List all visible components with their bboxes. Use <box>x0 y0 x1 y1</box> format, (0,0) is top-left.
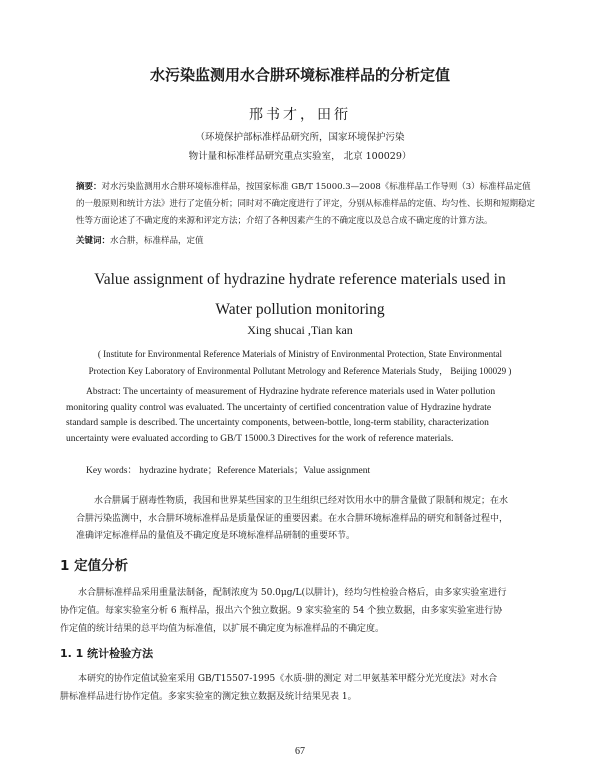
chinese-abstract-line: 对水污染监测用水合肼环境标准样品，按国家标准 GB/T 15000.3—2008《标准样品工作导则（3）标准样品定值 <box>101 182 531 192</box>
chinese-keywords <box>76 234 562 246</box>
section-1-1-line: 本研究的协作定值试验室采用 GB/T15507-1995《水质-肼的测定 对二甲氨基苯甲醛分光光度法》对水合 <box>78 674 498 684</box>
english-abstract-line: uncertainty were evaluated according to GB/T 15000.3 Directives for the work of reference materials. <box>66 433 454 444</box>
english-abstract-line: standard sample is described. The uncertainty components, between-bottle, long-term stability, characterization <box>66 418 489 428</box>
section-1-heading: 1 定值分析 <box>60 558 129 574</box>
section-1-line: 协作定值。每家实验室分析 6 瓶样品，报出六个独立数据。9 家实验室的 54 个独立数据，由多家实验室进行协 <box>60 606 503 616</box>
english-affiliation-line: ( Institute for Environmental Reference Materials of Ministry of Environmental Protection, State Environmental <box>97 349 503 359</box>
introduction-line: 水合肼属于剧毒性物质，我国和世界某些国家的卫生组织已经对饮用水中的肼含量做了限制和规定；在水 <box>94 496 509 506</box>
english-keywords: Key words： hydrazine hydrate；Reference Materials；Value assignment <box>86 466 371 476</box>
chinese-keywords-label: 关键词： <box>76 236 111 246</box>
introduction-paragraph <box>76 493 566 546</box>
introduction-line: 准确评定标准样品的量值及不确定度是环境标准样品研制的重要环节。 <box>76 531 356 541</box>
section-1-line: 作定值的统计结果的总平均值为标准值，以扩展不确定度为标准样品的不确定度。 <box>60 624 385 634</box>
chinese-abstract-line: 性等方面论述了不确定度的来源和评定方法；介绍了各种因素产生的不确定度以及总合成不确定度的计算方法。 <box>76 216 493 226</box>
chinese-title: 水污染监测用水合肼环境标准样品的分析定值 <box>149 66 450 84</box>
page-number: 67 <box>295 746 305 757</box>
english-affiliation <box>0 346 600 380</box>
english-title <box>0 265 600 325</box>
english-title-line: Water pollution monitoring <box>215 301 385 318</box>
english-abstract <box>66 385 566 447</box>
english-affiliation-line: Protection Key Laboratory of Environmental Pollutant Metrology and Reference Materials Study， Beijing 100029 ) <box>88 366 512 376</box>
section-1-1-heading: 1. 1 统计检验方法 <box>60 647 154 660</box>
chinese-affiliation <box>0 128 600 166</box>
english-abstract-line: monitoring quality control was evaluated. The uncertainty of certified concentration value of Hydrazine hydrate <box>66 402 492 413</box>
section-1-paragraph <box>60 584 566 638</box>
chinese-authors: 邢书才，田衎 <box>249 107 351 123</box>
chinese-keywords-text: 水合肼，标准样品，定值 <box>110 236 204 246</box>
english-title-line: Value assignment of hydrazine hydrate reference materials used in <box>94 271 506 288</box>
section-1-line: 水合肼标准样品采用重量法制备，配制浓度为 50.0μg/L(以肼计)，经均匀性检验合格后，由多家实验室进行 <box>78 588 507 598</box>
section-1-1-line: 肼标准样品进行协作定值。多家实验室的测定独立数据及统计结果见表 1。 <box>60 692 357 702</box>
chinese-abstract-label: 摘要： <box>76 182 102 192</box>
introduction-line: 合肼污染监测中，水合肼环境标准样品是质量保证的重要因素。在水合肼环境标准样品的研究和制备过程中， <box>76 513 509 524</box>
chinese-affiliation-line: 物计量和标准样品研究重点实验室， 北京 100029） <box>188 151 412 162</box>
section-1-1-paragraph <box>60 670 566 706</box>
english-authors: Xing shucai ,Tian kan <box>247 323 353 337</box>
chinese-abstract-line: 的一般原则和统计方法》进行了定值分析；同时对不确定度进行了评定，分别从标准样品的定值、均匀性、长期和短期稳定 <box>76 199 536 209</box>
chinese-abstract <box>76 179 562 230</box>
english-abstract-line: Abstract: The uncertainty of measurement of Hydrazine hydrate reference materials used in Water pollution <box>86 387 496 397</box>
chinese-affiliation-line: （环境保护部标准样品研究所，国家环境保护污染 <box>195 132 405 143</box>
